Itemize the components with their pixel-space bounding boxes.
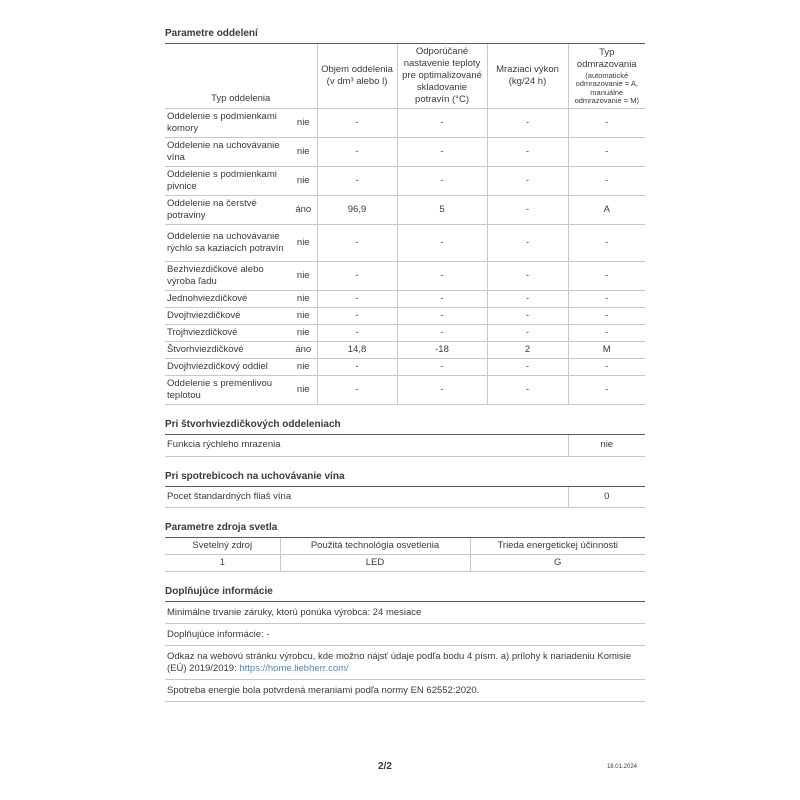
row-present: nie <box>290 325 317 342</box>
row-volume: - <box>317 138 397 167</box>
table-row <box>165 291 645 308</box>
row-defrost: M <box>568 342 645 359</box>
row-defrost: - <box>568 109 645 138</box>
row-label: Jednohviezdičkové <box>165 291 290 308</box>
row-defrost: - <box>568 308 645 325</box>
row-present: nie <box>290 138 317 167</box>
row-label: Funkcia rýchleho mrazenia <box>165 435 568 456</box>
row-present: nie <box>290 167 317 196</box>
column-header-light-source: Svetelný zdroj <box>165 538 280 555</box>
row-freezing: - <box>487 138 568 167</box>
row-freezing: - <box>487 262 568 291</box>
four-star-table <box>165 435 645 457</box>
column-header-freezing-capacity: Mraziaci výkon (kg/24 h) <box>487 44 568 109</box>
info-row-warranty: Minimálne trvanie záruky, ktorú ponúka výrobca: 24 mesiace <box>165 602 645 624</box>
table-row <box>165 376 645 405</box>
row-temperature: - <box>397 167 487 196</box>
manufacturer-website-link[interactable]: https://home.liebherr.com/ <box>239 663 349 674</box>
column-header-light-technology: Použitá technológia osvetlenia <box>280 538 470 555</box>
table-row <box>165 487 645 508</box>
row-freezing: - <box>487 109 568 138</box>
section-title-wine: Pri spotrebicoch na uchovávanie vína <box>165 471 645 487</box>
row-temperature: - <box>397 325 487 342</box>
compartments-header-row <box>165 44 645 109</box>
row-freezing: - <box>487 196 568 225</box>
column-header-energy-class: Trieda energetickej účinnosti <box>470 538 645 555</box>
row-present: nie <box>290 109 317 138</box>
row-volume: - <box>317 359 397 376</box>
table-row <box>165 196 645 225</box>
table-row <box>165 325 645 342</box>
row-freezing: - <box>487 291 568 308</box>
row-label: Štvorhviezdičkové <box>165 342 290 359</box>
row-freezing: - <box>487 376 568 405</box>
section-title-compartments: Parametre oddelení <box>165 28 645 44</box>
row-volume: - <box>317 308 397 325</box>
row-defrost: A <box>568 196 645 225</box>
table-row <box>165 138 645 167</box>
row-present: nie <box>290 359 317 376</box>
row-present: nie <box>290 291 317 308</box>
table-row <box>165 435 645 456</box>
column-header-temperature: Odporúčané nastavenie teploty pre optimalizované skladovanie potravín (°C) <box>397 44 487 109</box>
table-row <box>165 109 645 138</box>
light-technology-value: LED <box>280 555 470 572</box>
row-volume: - <box>317 109 397 138</box>
row-label: Oddelenie na čerstvé potraviny <box>165 196 290 225</box>
row-defrost: - <box>568 225 645 262</box>
info-row-weblink <box>165 646 645 680</box>
document-date: 18.01.2024 <box>606 764 637 770</box>
light-header-row <box>165 538 645 555</box>
row-temperature: - <box>397 225 487 262</box>
row-defrost: - <box>568 262 645 291</box>
table-row <box>165 359 645 376</box>
table-row <box>165 342 645 359</box>
wine-table <box>165 487 645 509</box>
table-row <box>165 167 645 196</box>
row-volume: - <box>317 167 397 196</box>
row-label: Trojhviezdičkové <box>165 325 290 342</box>
light-source-table <box>165 538 645 572</box>
row-present: nie <box>290 262 317 291</box>
page-number: 2/2 <box>378 761 392 772</box>
datasheet-page <box>165 28 645 702</box>
row-volume: - <box>317 291 397 308</box>
row-temperature: - <box>397 262 487 291</box>
row-defrost: - <box>568 167 645 196</box>
row-volume: - <box>317 376 397 405</box>
column-header-volume: Objem oddelenia (v dm³ alebo l) <box>317 44 397 109</box>
column-header-defrost-sub: (automatické odmrazovanie = A, manuálne odmrazovanie = M) <box>574 70 639 105</box>
row-label: Oddelenie s premenlivou teplotou <box>165 376 290 405</box>
row-freezing: - <box>487 225 568 262</box>
column-header-defrost-main: Typ odmrazovania <box>576 46 637 70</box>
row-label: Oddelenie s podmienkami pivnice <box>165 167 290 196</box>
row-defrost: - <box>568 359 645 376</box>
row-defrost: - <box>568 325 645 342</box>
row-value: nie <box>568 435 645 456</box>
row-temperature: - <box>397 138 487 167</box>
row-temperature: - <box>397 376 487 405</box>
row-volume: 96,9 <box>317 196 397 225</box>
table-row <box>165 225 645 262</box>
light-value-row <box>165 555 645 572</box>
section-title-additional-info: Doplňujúce informácie <box>165 586 645 602</box>
row-temperature: - <box>397 359 487 376</box>
row-freezing: - <box>487 308 568 325</box>
row-defrost: - <box>568 138 645 167</box>
row-present: nie <box>290 376 317 405</box>
info-row-energy-standard: Spotreba energie bola potvrdená meraniami podľa normy EN 62552:2020. <box>165 680 645 702</box>
row-freezing: 2 <box>487 342 568 359</box>
row-freezing: - <box>487 359 568 376</box>
section-title-four-star: Pri štvorhviezdičkových oddeleniach <box>165 419 645 435</box>
row-label: Bezhviezdičkové alebo výroba ľadu <box>165 262 290 291</box>
row-label: Dvojhviezdičkový oddiel <box>165 359 290 376</box>
table-row <box>165 262 645 291</box>
weblink-text: Odkaz na webovú stránku výrobcu, kde možno nájsť údaje podľa bodu 4 písm. a) prílohy k nariadeniu Komisie (EÚ) 2019/2019: <box>167 651 632 674</box>
row-temperature: 5 <box>397 196 487 225</box>
column-header-defrost-type <box>568 44 645 109</box>
row-freezing: - <box>487 167 568 196</box>
row-label: Oddelenie na uchovávanie rýchlo sa kaziacich potravín <box>165 225 290 262</box>
row-temperature: - <box>397 109 487 138</box>
section-title-light-source: Parametre zdroja svetla <box>165 522 645 538</box>
row-label: Oddelenie na uchovávanie vína <box>165 138 290 167</box>
compartments-table <box>165 44 645 405</box>
info-row-additional: Doplňujúce informácie: - <box>165 624 645 646</box>
row-volume: - <box>317 225 397 262</box>
row-temperature: -18 <box>397 342 487 359</box>
row-volume: 14,8 <box>317 342 397 359</box>
column-header-type: Typ oddelenia <box>165 44 317 109</box>
row-label: Dvojhviezdičkové <box>165 308 290 325</box>
row-label: Pocet štandardných fliaš vína <box>165 487 568 508</box>
row-volume: - <box>317 262 397 291</box>
row-present: nie <box>290 225 317 262</box>
row-label: Oddelenie s podmienkami komory <box>165 109 290 138</box>
row-defrost: - <box>568 291 645 308</box>
energy-class-value: G <box>470 555 645 572</box>
row-freezing: - <box>487 325 568 342</box>
row-value: 0 <box>568 487 645 508</box>
row-temperature: - <box>397 291 487 308</box>
table-row <box>165 308 645 325</box>
row-temperature: - <box>397 308 487 325</box>
light-source-count: 1 <box>165 555 280 572</box>
row-present: nie <box>290 308 317 325</box>
row-defrost: - <box>568 376 645 405</box>
row-volume: - <box>317 325 397 342</box>
row-present: áno <box>290 196 317 225</box>
row-present: áno <box>290 342 317 359</box>
